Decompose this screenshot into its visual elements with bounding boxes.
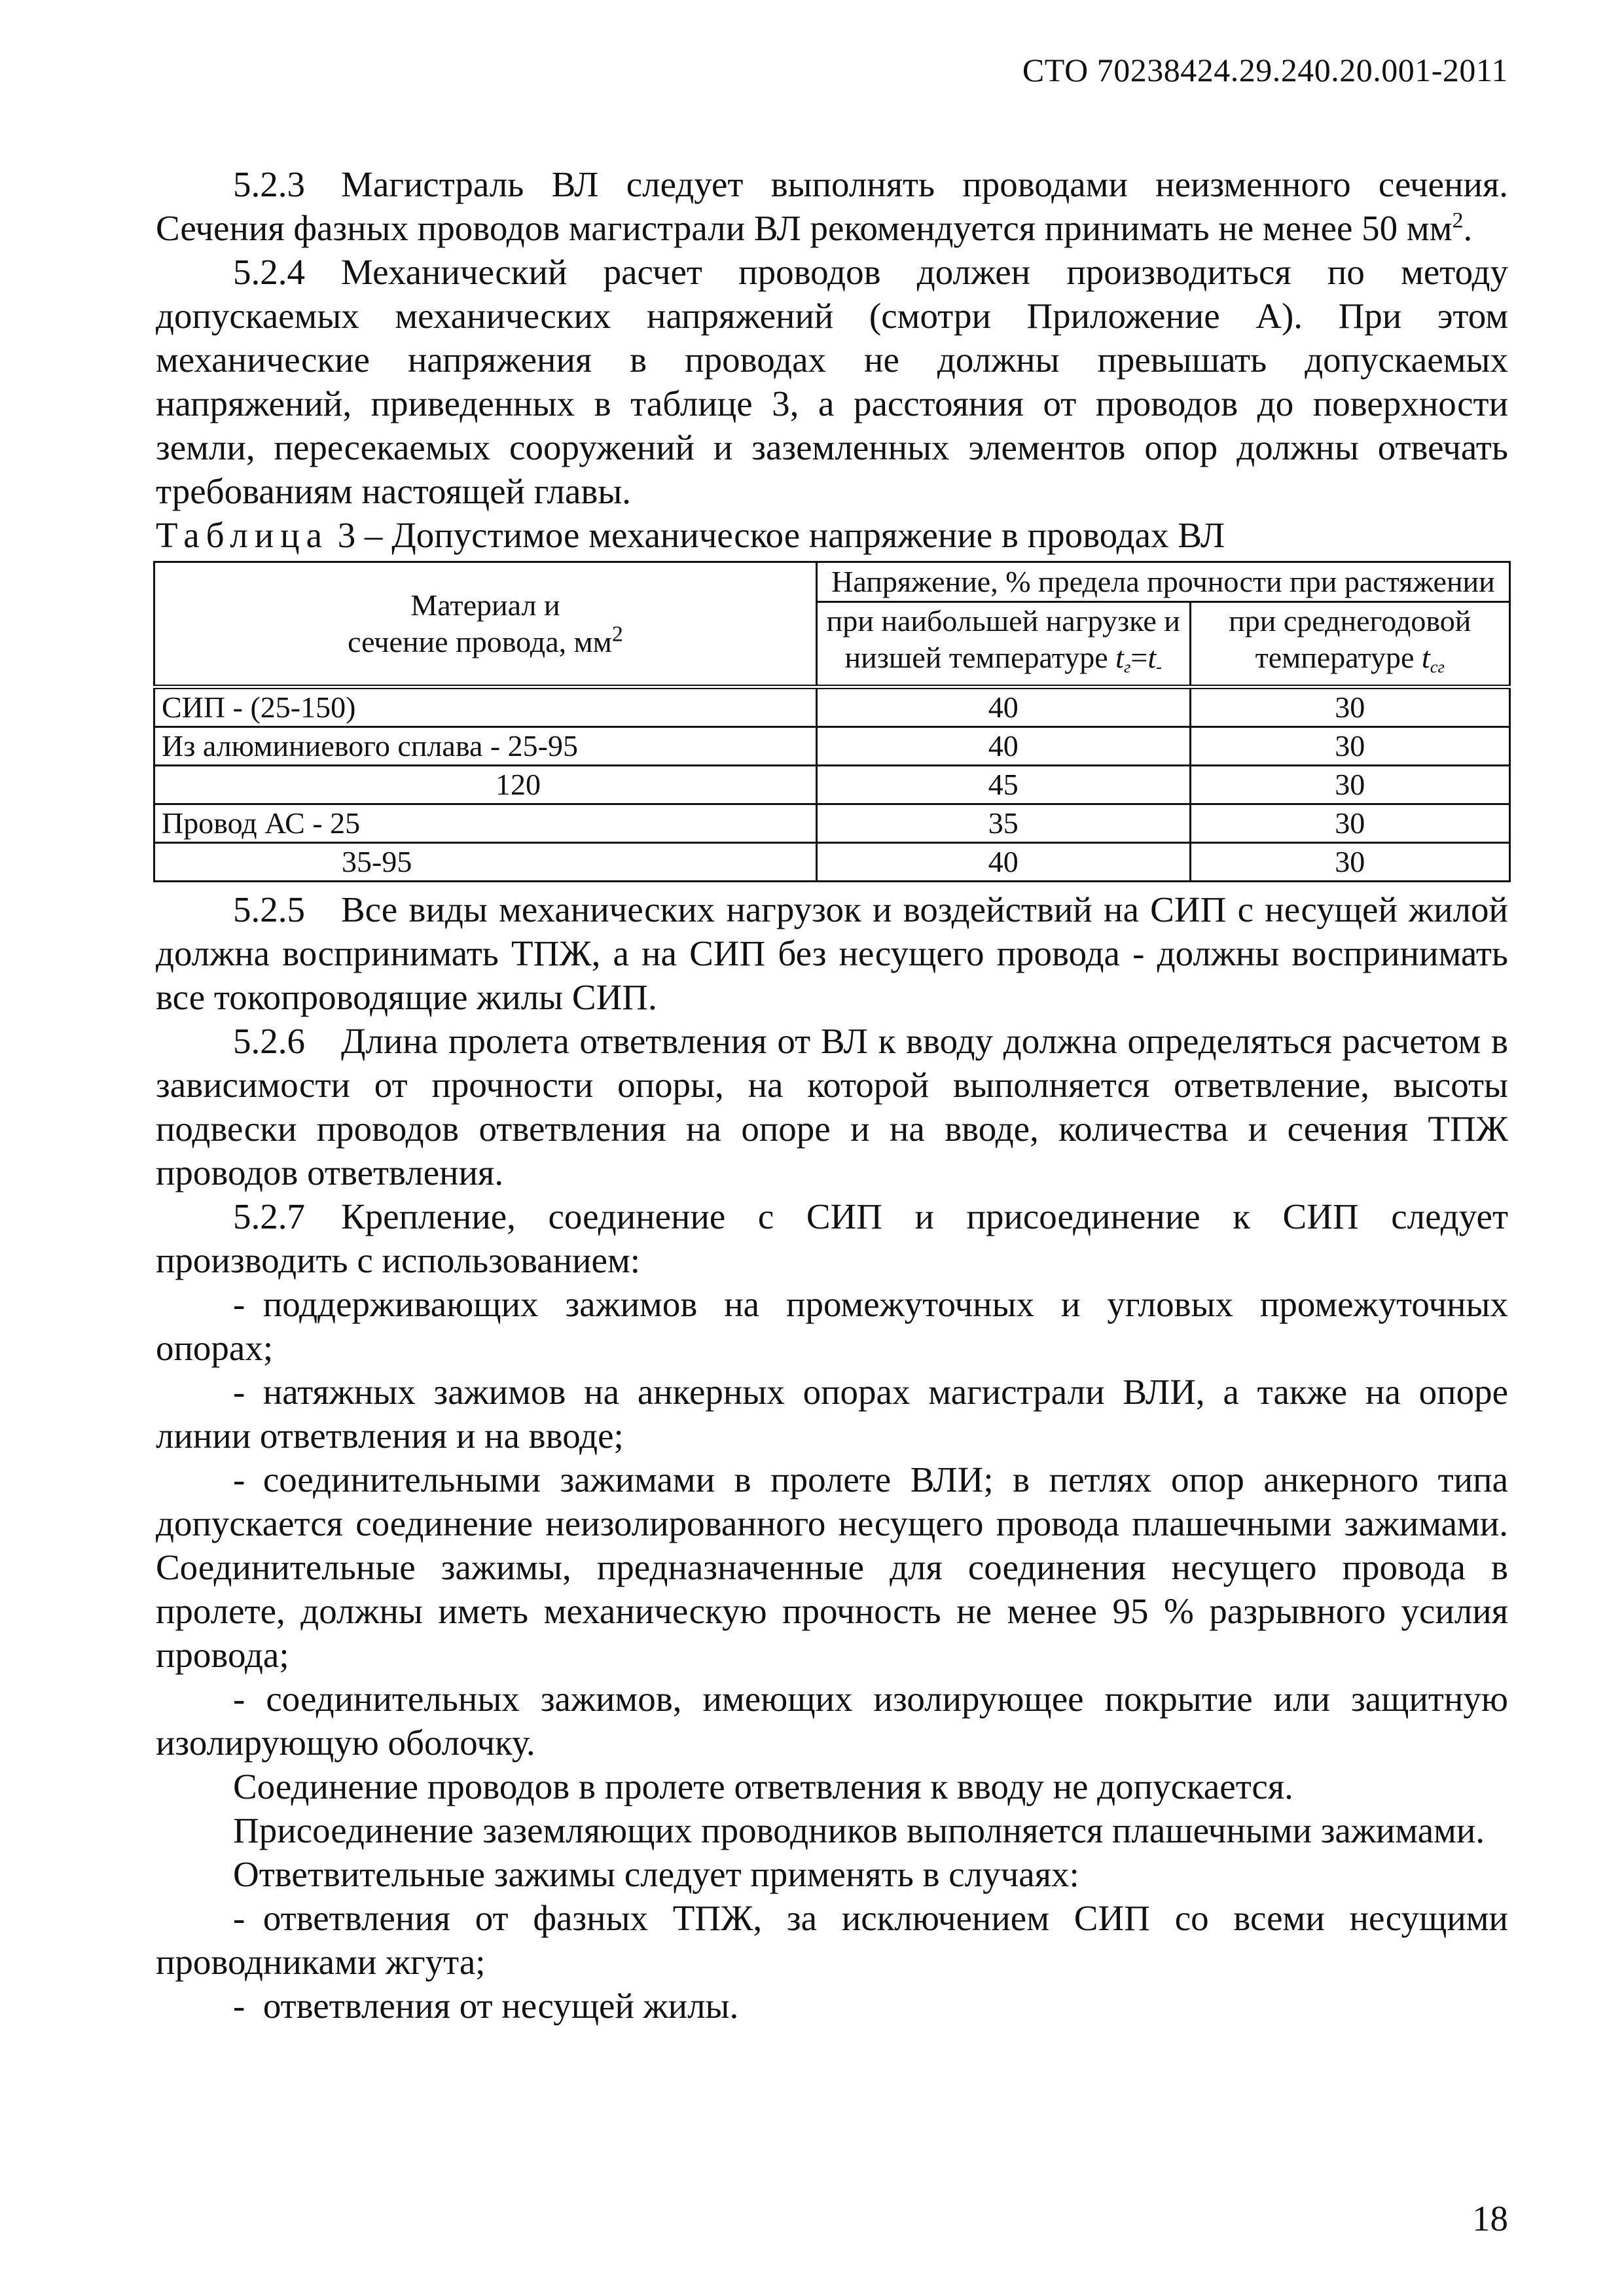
paragraph-no-joint: Соединение проводов в пролете ответвления к вводу не допускается. bbox=[233, 1767, 1293, 1807]
max-load-header: при наибольшей нагрузке и низшей температуре $t_г=t_-$ bbox=[816, 602, 1190, 687]
list-item: - поддерживающих зажимов на промежуточных и угловых промежуточных опорах; bbox=[156, 1284, 1508, 1369]
table-row: 120 45 30 bbox=[154, 766, 1510, 804]
table-row: СИП - (25-150) 40 30 bbox=[154, 687, 1510, 727]
list-item: - натяжных зажимов на анкерных опорах магистрали ВЛИ, а также на опоре линии ответвления и на вводе; bbox=[156, 1372, 1508, 1456]
stress-table bbox=[153, 561, 1511, 882]
document-code-header: СТО 70238424.29.240.20.001-2011 bbox=[1022, 52, 1508, 88]
material-header: Материал и сечение провода, $мм^2$ bbox=[154, 562, 817, 687]
list-item: - соединительными зажимами в пролете ВЛИ; в петлях опор анкерного типа допускается соединение неизолированного несущего провода плашечными зажимами. Соединительные зажимы, предназначенные для соединения несущего провода в пролете, должны иметь механическую прочность не менее 95 % разрывного усилия провода; bbox=[156, 1460, 1508, 1676]
paragraph-branch-clamps: Ответвительные зажимы следует применять в случаях: bbox=[233, 1854, 1079, 1895]
list-item: - соединительных зажимов, имеющих изолирующее покрытие или защитную изолирующую оболочку. bbox=[156, 1679, 1508, 1763]
table-caption: Таблица 3 – Допустимое механическое напряжение в проводах ВЛ bbox=[156, 515, 1225, 555]
paragraph-5-2-5: 5.2.5 Все виды механических нагрузок и воздействий на СИП с несущей жилой должна воспринимать ТПЖ, а на СИП без несущего провода - должны воспринимать все токопроводящие жилы СИП. bbox=[156, 889, 1508, 1018]
superscript: 2 bbox=[1452, 208, 1464, 233]
body-text bbox=[156, 162, 1508, 2028]
table-row: Из алюминиевого сплава - 25-95 40 30 bbox=[154, 727, 1510, 766]
list-item: - ответвления от фазных ТПЖ, за исключением СИП со всеми несущими проводниками жгута; bbox=[156, 1898, 1508, 1982]
paragraph-5-2-3: 5.2.3 Магистраль ВЛ следует выполнять проводами неизменного сечения. Сечения фазных проводов магистрали ВЛ рекомендуется принимать не менее 50 $мм^2$. bbox=[156, 164, 1508, 248]
paragraph-5-2-7: 5.2.7 Крепление, соединение с СИП и присоединение к СИП следует производить с использованием: bbox=[156, 1196, 1508, 1281]
paragraph-5-2-6: 5.2.6 Длина пролета ответвления от ВЛ к вводу должна определяться расчетом в зависимости от прочности опоры, на которой выполняется ответвление, высоты подвески проводов ответвления на опоре и на вводе, количества и сечения ТПЖ проводов ответвления. bbox=[156, 1021, 1508, 1193]
list-item: - ответвления от несущей жилы. bbox=[233, 1986, 739, 2026]
paragraph-grounding: Присоединение заземляющих проводников выполняется плашечными зажимами. bbox=[233, 1810, 1485, 1851]
avg-temp-header: при среднегодовой температуре $t_{сг}$ bbox=[1190, 602, 1509, 687]
paragraph-5-2-4: 5.2.4 Механический расчет проводов должен производиться по методу допускаемых механических напряжений (смотри Приложение А). При этом механические напряжения в проводах не должны превышать допускаемых напряжений, приведенных в таблице 3, а расстояния от проводов до поверхности земли, пересекаемых сооружений и заземленных элементов опор должны отвечать требованиям настоящей главы. bbox=[156, 252, 1508, 511]
table-row: Провод АС - 25 35 30 bbox=[154, 804, 1510, 843]
stress-group-header: Напряжение, % предела прочности при растяжении bbox=[816, 562, 1509, 602]
page-number: 18 bbox=[1472, 2198, 1508, 2238]
table-row: 35-95 40 30 bbox=[154, 843, 1510, 882]
